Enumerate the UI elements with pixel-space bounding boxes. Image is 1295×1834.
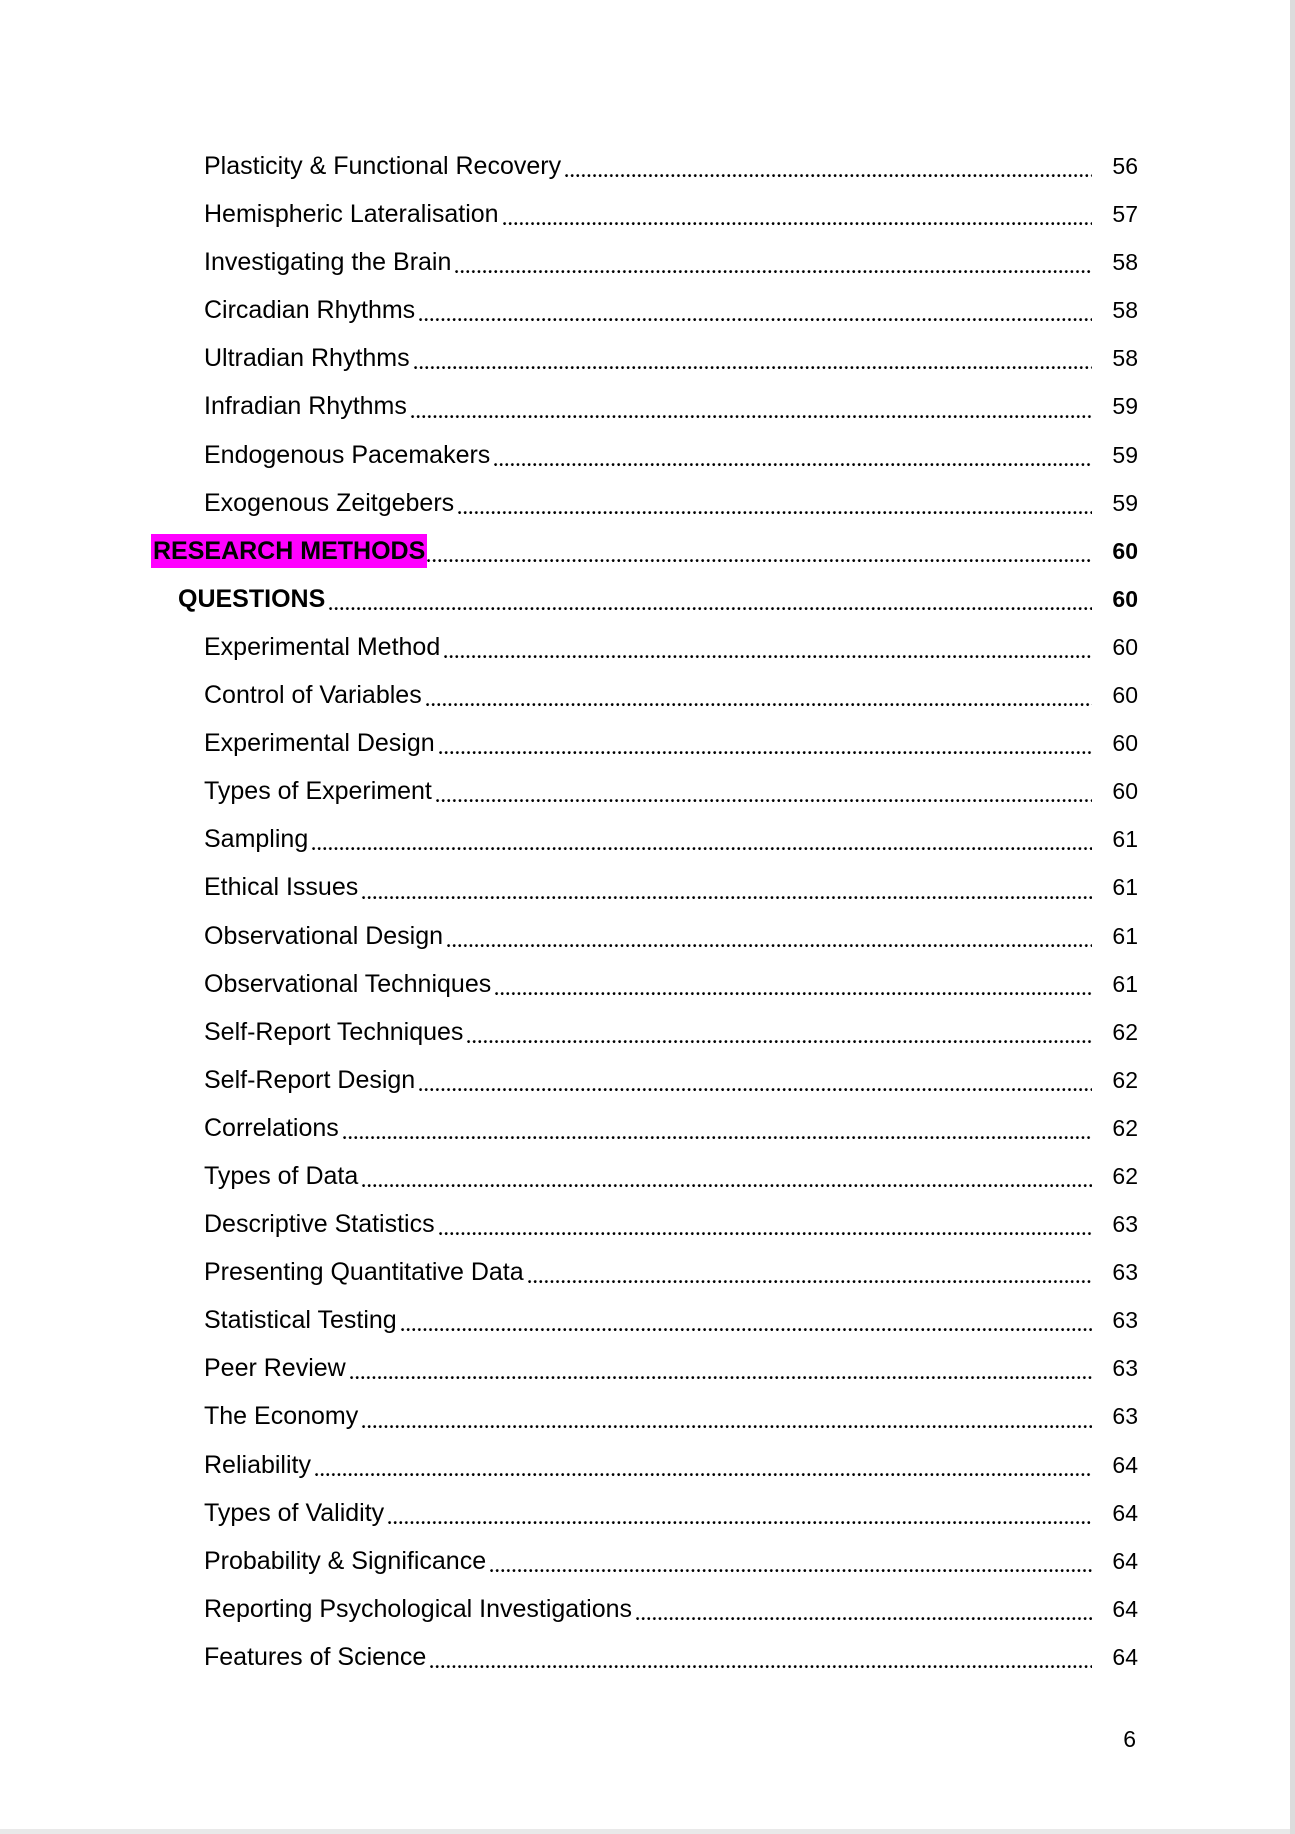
toc-entry-page-number: 64 <box>1112 1451 1138 1478</box>
dot-leader <box>312 847 1092 851</box>
toc-entry[interactable] <box>0 1633 1290 1681</box>
toc-entry[interactable] <box>0 1441 1290 1489</box>
toc-entry-title: Self-Report Techniques <box>204 1017 464 1046</box>
toc-entry-page-number: 59 <box>1112 393 1138 420</box>
toc-entry[interactable] <box>0 382 1290 430</box>
toc-entry[interactable] <box>0 190 1290 238</box>
toc-entry[interactable] <box>0 1152 1290 1200</box>
toc-entry[interactable] <box>0 238 1290 286</box>
toc-entry-title: RESEARCH METHODS <box>151 534 427 568</box>
toc-entry-title: Investigating the Brain <box>204 248 452 277</box>
toc-entry[interactable] <box>0 1489 1290 1537</box>
toc-entry-title: Features of Science <box>204 1642 427 1671</box>
dot-leader <box>430 1665 1092 1669</box>
toc-section-heading[interactable] <box>0 527 1290 575</box>
toc-entry[interactable] <box>0 1537 1290 1585</box>
dot-leader <box>388 1521 1092 1525</box>
toc-entry-page-number: 59 <box>1112 441 1138 468</box>
toc-entry[interactable] <box>0 863 1290 911</box>
toc-entry-page-number: 63 <box>1112 1355 1138 1382</box>
toc-entry-title: Reporting Psychological Investigations <box>204 1594 633 1623</box>
dot-leader <box>528 1280 1092 1284</box>
toc-entry-page-number: 60 <box>1112 730 1138 757</box>
dot-leader <box>458 511 1092 515</box>
dot-leader <box>455 270 1092 274</box>
toc-entry-title: Reliability <box>204 1450 311 1479</box>
toc-entry-page-number: 60 <box>1112 633 1138 660</box>
toc-entry-title: The Economy <box>204 1402 359 1431</box>
toc-entry-title: Correlations <box>204 1113 339 1142</box>
table-of-contents <box>0 142 1290 1681</box>
dot-leader <box>411 415 1092 419</box>
toc-entry[interactable] <box>0 1104 1290 1152</box>
dot-leader <box>419 1088 1092 1092</box>
toc-entry-page-number: 60 <box>1112 682 1138 709</box>
dot-leader <box>343 1136 1092 1140</box>
toc-entry-page-number: 62 <box>1112 1162 1138 1189</box>
toc-entry[interactable] <box>0 431 1290 479</box>
toc-entry-title: Hemispheric Lateralisation <box>204 200 499 229</box>
dot-leader <box>494 463 1092 467</box>
toc-entry[interactable] <box>0 479 1290 527</box>
dot-leader <box>329 607 1092 611</box>
dot-leader <box>401 1328 1092 1332</box>
toc-entry[interactable] <box>0 1392 1290 1440</box>
toc-subsection-heading[interactable] <box>0 575 1290 623</box>
toc-entry[interactable] <box>0 286 1290 334</box>
toc-entry-title: Infradian Rhythms <box>204 392 407 421</box>
toc-entry[interactable] <box>0 334 1290 382</box>
toc-entry[interactable] <box>0 767 1290 815</box>
dot-leader <box>495 992 1092 996</box>
toc-entry-page-number: 60 <box>1112 585 1138 612</box>
toc-entry-title: Sampling <box>204 825 309 854</box>
toc-entry-page-number: 60 <box>1112 778 1138 805</box>
toc-entry-page-number: 64 <box>1112 1499 1138 1526</box>
toc-entry-page-number: 64 <box>1112 1595 1138 1622</box>
toc-entry-page-number: 62 <box>1112 1114 1138 1141</box>
toc-entry-page-number: 58 <box>1112 297 1138 324</box>
toc-entry-page-number: 64 <box>1112 1643 1138 1670</box>
toc-entry[interactable] <box>0 623 1290 671</box>
dot-leader <box>439 1232 1092 1236</box>
toc-entry[interactable] <box>0 815 1290 863</box>
toc-entry-title: Probability & Significance <box>204 1546 487 1575</box>
dot-leader <box>439 751 1092 755</box>
toc-entry[interactable] <box>0 1585 1290 1633</box>
toc-entry[interactable] <box>0 142 1290 190</box>
toc-entry[interactable] <box>0 960 1290 1008</box>
dot-leader <box>444 655 1092 659</box>
dot-leader <box>427 559 1092 563</box>
dot-leader <box>467 1040 1092 1044</box>
toc-entry-title: Circadian Rhythms <box>204 296 416 325</box>
dot-leader <box>636 1617 1092 1621</box>
toc-entry-title: Endogenous Pacemakers <box>204 440 491 469</box>
toc-entry[interactable] <box>0 719 1290 767</box>
toc-entry[interactable] <box>0 1008 1290 1056</box>
page-number: 6 <box>1123 1726 1136 1752</box>
dot-leader <box>362 896 1092 900</box>
toc-entry[interactable] <box>0 1296 1290 1344</box>
toc-entry-page-number: 63 <box>1112 1259 1138 1286</box>
dot-leader <box>419 318 1092 322</box>
dot-leader <box>426 703 1092 707</box>
toc-entry-title: Plasticity & Functional Recovery <box>204 152 562 180</box>
toc-entry-page-number: 60 <box>1112 537 1138 564</box>
toc-entry-title: Statistical Testing <box>204 1306 397 1335</box>
toc-entry-title: Types of Experiment <box>204 777 432 806</box>
toc-entry-page-number: 62 <box>1112 1066 1138 1093</box>
dot-leader <box>503 222 1092 226</box>
dot-leader <box>350 1376 1092 1380</box>
toc-entry-title: Descriptive Statistics <box>204 1210 435 1239</box>
dot-leader <box>565 174 1092 178</box>
toc-entry-page-number: 58 <box>1112 345 1138 372</box>
toc-entry-page-number: 61 <box>1112 922 1138 949</box>
toc-entry[interactable] <box>0 912 1290 960</box>
toc-entry-page-number: 64 <box>1112 1547 1138 1574</box>
toc-entry-page-number: 63 <box>1112 1211 1138 1238</box>
toc-entry-page-number: 59 <box>1112 489 1138 516</box>
toc-entry-title: Observational Design <box>204 921 444 950</box>
toc-entry-title: Presenting Quantitative Data <box>204 1258 524 1287</box>
dot-leader <box>362 1425 1092 1429</box>
toc-entry-title: Peer Review <box>204 1354 346 1383</box>
toc-entry-title: Ultradian Rhythms <box>204 344 410 373</box>
toc-entry[interactable] <box>0 671 1290 719</box>
toc-entry-title: Experimental Design <box>204 729 435 758</box>
toc-entry-title: QUESTIONS <box>178 584 326 613</box>
toc-entry-page-number: 61 <box>1112 970 1138 997</box>
toc-entry-title: Control of Variables <box>204 681 422 710</box>
toc-entry-title: Types of Data <box>204 1161 359 1190</box>
toc-entry[interactable] <box>0 1200 1290 1248</box>
toc-entry-page-number: 61 <box>1112 874 1138 901</box>
toc-entry-page-number: 56 <box>1112 153 1138 179</box>
toc-entry-page-number: 57 <box>1112 201 1138 228</box>
dot-leader <box>447 944 1092 948</box>
toc-entry[interactable] <box>0 1056 1290 1104</box>
toc-entry-title: Self-Report Design <box>204 1065 416 1094</box>
toc-entry-page-number: 63 <box>1112 1307 1138 1334</box>
toc-entry-page-number: 58 <box>1112 249 1138 276</box>
toc-entry[interactable] <box>0 1248 1290 1296</box>
toc-entry-title: Experimental Method <box>204 632 441 661</box>
page-edge-shadow <box>1290 0 1295 1834</box>
toc-entry[interactable] <box>0 1344 1290 1392</box>
dot-leader <box>490 1569 1092 1573</box>
toc-entry-page-number: 62 <box>1112 1018 1138 1045</box>
dot-leader <box>436 799 1092 803</box>
toc-entry-title: Types of Validity <box>204 1498 385 1527</box>
dot-leader <box>362 1184 1092 1188</box>
toc-entry-title: Ethical Issues <box>204 873 359 902</box>
dot-leader <box>315 1473 1092 1477</box>
toc-entry-page-number: 61 <box>1112 826 1138 853</box>
toc-entry-title: Observational Techniques <box>204 969 492 998</box>
dot-leader <box>414 366 1092 370</box>
toc-entry-page-number: 63 <box>1112 1403 1138 1430</box>
toc-entry-title: Exogenous Zeitgebers <box>204 488 455 517</box>
